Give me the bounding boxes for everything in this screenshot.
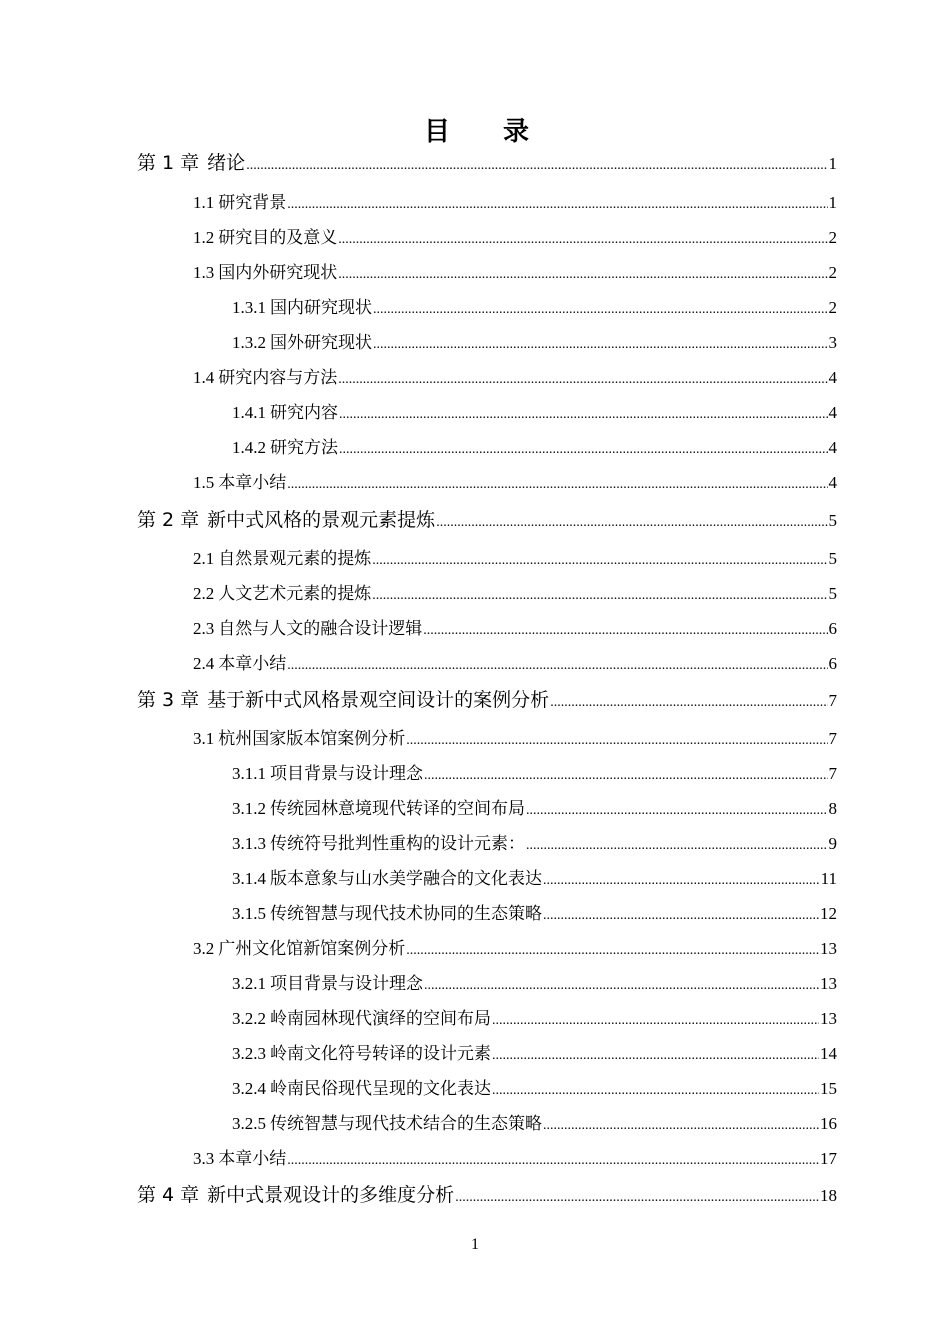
toc-entry[interactable] bbox=[232, 433, 837, 458]
entry-number: 第 2 章 bbox=[137, 509, 200, 531]
entry-number: 3.2 bbox=[193, 939, 215, 958]
dot-leader bbox=[287, 658, 827, 674]
entry-title: 版本意象与山水美学融合的文化表达 bbox=[270, 869, 542, 888]
entry-number: 3.2.3 bbox=[232, 1044, 266, 1063]
entry-number: 2.3 bbox=[193, 619, 215, 638]
dot-leader bbox=[492, 1083, 819, 1099]
dot-leader bbox=[339, 442, 828, 458]
toc-entry[interactable] bbox=[232, 829, 837, 854]
entry-page: 15 bbox=[820, 1079, 837, 1098]
dot-leader bbox=[543, 1118, 819, 1134]
entry-number: 1.3 bbox=[193, 263, 215, 282]
entry-title: 自然与人文的融合设计逻辑 bbox=[218, 619, 423, 638]
dot-leader bbox=[424, 978, 819, 994]
toc-entry[interactable] bbox=[232, 1039, 837, 1064]
entry-page: 4 bbox=[828, 403, 837, 422]
toc-entry[interactable] bbox=[232, 1004, 837, 1029]
entry-page: 13 bbox=[820, 974, 837, 993]
entry-title: 新中式风格的景观元素提炼 bbox=[207, 509, 436, 531]
entry-title: 研究方法 bbox=[270, 438, 338, 457]
entry-number: 1.5 bbox=[193, 473, 215, 492]
entry-number: 3.1.1 bbox=[232, 764, 266, 783]
entry-title: 杭州国家版本馆案例分析 bbox=[218, 729, 406, 748]
entry-title: 本章小结 bbox=[218, 473, 287, 492]
entry-page: 5 bbox=[828, 549, 837, 568]
toc-entry-chapter-2[interactable] bbox=[137, 505, 837, 532]
dot-leader bbox=[287, 477, 827, 493]
dot-leader bbox=[526, 803, 828, 819]
dot-leader bbox=[372, 588, 827, 604]
entry-page: 2 bbox=[828, 228, 837, 247]
entry-number: 3.1.4 bbox=[232, 869, 266, 888]
dot-leader bbox=[526, 838, 828, 854]
dot-leader bbox=[543, 908, 819, 924]
entry-number: 1.2 bbox=[193, 228, 215, 247]
dot-leader bbox=[373, 337, 828, 353]
toc-entry[interactable] bbox=[232, 864, 837, 889]
dot-leader bbox=[455, 1190, 819, 1206]
dot-leader bbox=[423, 623, 827, 639]
entry-page: 7 bbox=[828, 691, 837, 710]
entry-number: 3.1 bbox=[193, 729, 215, 748]
entry-page: 4 bbox=[828, 368, 837, 387]
entry-page: 4 bbox=[828, 473, 837, 492]
dot-leader bbox=[287, 197, 827, 213]
toc-entry-chapter-4[interactable] bbox=[137, 1180, 837, 1207]
entry-page: 12 bbox=[820, 904, 837, 923]
dot-leader bbox=[338, 232, 827, 248]
toc-entry[interactable] bbox=[193, 579, 837, 604]
entry-page: 17 bbox=[820, 1149, 837, 1168]
entry-title: 绪论 bbox=[207, 152, 246, 174]
entry-page: 8 bbox=[828, 799, 837, 818]
entry-number: 3.1.5 bbox=[232, 904, 266, 923]
page-title: 目 录 bbox=[423, 117, 552, 147]
entry-title: 自然景观元素的提炼 bbox=[218, 549, 372, 568]
dot-leader bbox=[373, 302, 828, 318]
entry-number: 3.2.4 bbox=[232, 1079, 266, 1098]
dot-leader bbox=[338, 267, 827, 283]
entry-title: 传统智慧与现代技术协同的生态策略 bbox=[270, 904, 542, 923]
toc-entry[interactable] bbox=[232, 969, 837, 994]
entry-page: 13 bbox=[820, 939, 837, 958]
entry-page: 3 bbox=[828, 333, 837, 352]
toc-entry[interactable] bbox=[193, 934, 837, 959]
entry-title: 传统园林意境现代转译的空间布局 bbox=[270, 799, 525, 818]
toc-entry[interactable] bbox=[232, 293, 837, 318]
toc-entry[interactable] bbox=[193, 724, 837, 749]
toc-entry-chapter-1[interactable] bbox=[137, 148, 837, 175]
entry-page: 1 bbox=[828, 193, 837, 212]
entry-page: 6 bbox=[828, 654, 837, 673]
toc-entry[interactable] bbox=[232, 759, 837, 784]
entry-number: 1.1 bbox=[193, 193, 215, 212]
entry-number: 1.4 bbox=[193, 368, 215, 387]
entry-page: 18 bbox=[820, 1186, 837, 1205]
dot-leader bbox=[424, 768, 828, 784]
entry-number: 2.1 bbox=[193, 549, 215, 568]
entry-title: 研究内容 bbox=[270, 403, 338, 422]
entry-title: 岭南民俗现代呈现的文化表达 bbox=[270, 1079, 491, 1098]
entry-number: 3.2.1 bbox=[232, 974, 266, 993]
toc-entry[interactable] bbox=[193, 614, 837, 639]
entry-number: 1.4.1 bbox=[232, 403, 266, 422]
entry-number: 3.1.2 bbox=[232, 799, 266, 818]
dot-leader bbox=[246, 158, 827, 174]
toc-entry[interactable] bbox=[232, 398, 837, 423]
entry-title: 项目背景与设计理念 bbox=[270, 764, 423, 783]
entry-page: 4 bbox=[828, 438, 837, 457]
entry-number: 第 4 章 bbox=[137, 1184, 200, 1206]
entry-page: 2 bbox=[828, 263, 837, 282]
entry-number: 第 3 章 bbox=[137, 689, 200, 711]
page-number: 1 bbox=[471, 1236, 479, 1253]
toc-entry[interactable] bbox=[193, 258, 837, 283]
entry-title: 基于新中式风格景观空间设计的案例分析 bbox=[207, 689, 550, 711]
dot-leader bbox=[436, 515, 827, 531]
toc-entry[interactable] bbox=[193, 1144, 837, 1169]
entry-title: 人文艺术元素的提炼 bbox=[218, 584, 372, 603]
entry-title: 研究目的及意义 bbox=[218, 228, 338, 247]
entry-title: 岭南文化符号转译的设计元素 bbox=[270, 1044, 491, 1063]
toc-entry[interactable] bbox=[193, 363, 837, 388]
entry-number: 3.1.3 bbox=[232, 834, 266, 853]
entry-title: 项目背景与设计理念 bbox=[270, 974, 423, 993]
entry-page: 13 bbox=[820, 1009, 837, 1028]
entry-number: 1.3.1 bbox=[232, 298, 266, 317]
entry-number: 3.2.2 bbox=[232, 1009, 266, 1028]
dot-leader bbox=[338, 372, 827, 388]
entry-title: 本章小结 bbox=[218, 1149, 287, 1168]
entry-title: 传统符号批判性重构的设计元素： bbox=[270, 834, 525, 853]
entry-number: 2.2 bbox=[193, 584, 215, 603]
toc-entry[interactable] bbox=[193, 649, 837, 674]
entry-page: 2 bbox=[828, 298, 837, 317]
entry-title: 岭南园林现代演绎的空间布局 bbox=[270, 1009, 491, 1028]
dot-leader bbox=[406, 943, 819, 959]
entry-page: 14 bbox=[820, 1044, 837, 1063]
toc-entry[interactable] bbox=[193, 468, 837, 493]
entry-page: 11 bbox=[820, 869, 837, 888]
dot-leader bbox=[543, 873, 820, 889]
entry-number: 3.2.5 bbox=[232, 1114, 266, 1133]
entry-page: 5 bbox=[828, 584, 837, 603]
toc-entry[interactable] bbox=[232, 1109, 837, 1134]
entry-number: 1.4.2 bbox=[232, 438, 266, 457]
entry-title: 新中式景观设计的多维度分析 bbox=[207, 1184, 455, 1206]
dot-leader bbox=[339, 407, 828, 423]
entry-number: 3.3 bbox=[193, 1149, 215, 1168]
dot-leader bbox=[492, 1048, 819, 1064]
toc-entry[interactable] bbox=[232, 1074, 837, 1099]
entry-title: 本章小结 bbox=[218, 654, 287, 673]
entry-title: 国内研究现状 bbox=[270, 298, 372, 317]
entry-title: 研究背景 bbox=[218, 193, 287, 212]
entry-title: 广州文化馆新馆案例分析 bbox=[218, 939, 406, 958]
toc-entry[interactable] bbox=[193, 544, 837, 569]
entry-page: 7 bbox=[828, 729, 837, 748]
dot-leader bbox=[287, 1153, 819, 1169]
dot-leader bbox=[492, 1013, 819, 1029]
entry-number: 1.3.2 bbox=[232, 333, 266, 352]
entry-title: 国内外研究现状 bbox=[218, 263, 338, 282]
entry-page: 7 bbox=[828, 764, 837, 783]
toc-entry[interactable] bbox=[232, 328, 837, 353]
entry-title: 国外研究现状 bbox=[270, 333, 372, 352]
toc-entry[interactable] bbox=[193, 223, 837, 248]
toc-entry[interactable] bbox=[232, 794, 837, 819]
dot-leader bbox=[372, 553, 827, 569]
entry-title: 传统智慧与现代技术结合的生态策略 bbox=[270, 1114, 542, 1133]
entry-number: 2.4 bbox=[193, 654, 215, 673]
entry-page: 5 bbox=[828, 511, 837, 530]
toc-entry[interactable] bbox=[193, 188, 837, 213]
entry-page: 6 bbox=[828, 619, 837, 638]
dot-leader bbox=[406, 733, 827, 749]
toc-entry[interactable] bbox=[232, 899, 837, 924]
entry-number: 第 1 章 bbox=[137, 152, 200, 174]
dot-leader bbox=[550, 695, 827, 711]
entry-page: 16 bbox=[820, 1114, 837, 1133]
toc-entry-chapter-3[interactable] bbox=[137, 685, 837, 712]
entry-page: 1 bbox=[828, 154, 837, 173]
entry-page: 9 bbox=[828, 834, 837, 853]
entry-title: 研究内容与方法 bbox=[218, 368, 338, 387]
